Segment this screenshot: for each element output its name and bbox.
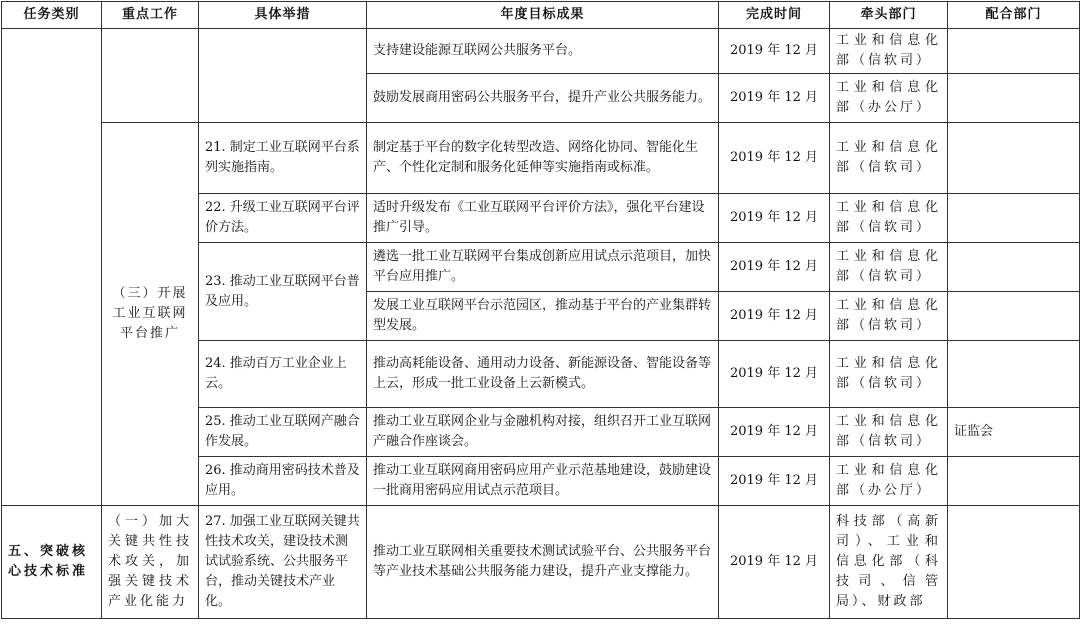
task-category-cell xyxy=(2,29,102,506)
support-department-cell xyxy=(948,243,1080,292)
measure-cell xyxy=(199,29,367,123)
support-department-cell xyxy=(948,292,1080,341)
lead-department-cell: 工业和信息化部（信软司） xyxy=(830,194,948,243)
measure-cell: 25. 推动工业互联网产融合作发展。 xyxy=(199,408,367,457)
table-row xyxy=(2,123,1080,194)
support-department-cell xyxy=(948,123,1080,194)
header-annual-target: 年度目标成果 xyxy=(367,2,719,29)
key-work-cell: （三）开展工业互联网平台推广 xyxy=(102,123,199,506)
lead-department-cell: 工业和信息化部（信软司） xyxy=(830,408,948,457)
measure-cell: 24. 推动百万工业企业上云。 xyxy=(199,341,367,408)
header-row xyxy=(2,2,1080,29)
support-department-cell xyxy=(948,29,1080,74)
time-cell: 2019 年 12 月 xyxy=(719,194,830,243)
measure-cell: 23. 推动工业互联网平台普及应用。 xyxy=(199,243,367,341)
lead-department-cell: 工业和信息化部（信软司） xyxy=(830,29,948,74)
support-department-cell xyxy=(948,74,1080,123)
measure-cell: 21. 制定工业互联网平台系列实施指南。 xyxy=(199,123,367,194)
target-cell: 鼓励发展商用密码公共服务平台，提升产业公共服务能力。 xyxy=(367,74,719,123)
target-cell: 推动工业互联网商用密码应用产业示范基地建设，鼓励建设一批商用密码应用试点示范项目。 xyxy=(367,457,719,506)
lead-department-cell: 工业和信息化部（信软司） xyxy=(830,243,948,292)
time-cell: 2019 年 12 月 xyxy=(719,123,830,194)
time-cell: 2019 年 12 月 xyxy=(719,29,830,74)
lead-department-cell: 工业和信息化部（办公厅） xyxy=(830,457,948,506)
target-cell: 推动工业互联网企业与金融机构对接，组织召开工业互联网产融合作座谈会。 xyxy=(367,408,719,457)
time-cell: 2019 年 12 月 xyxy=(719,457,830,506)
measure-cell: 22. 升级工业互联网平台评价方法。 xyxy=(199,194,367,243)
time-cell: 2019 年 12 月 xyxy=(719,292,830,341)
key-work-cell xyxy=(102,29,199,123)
header-key-work: 重点工作 xyxy=(102,2,199,29)
header-lead-department: 牵头部门 xyxy=(830,2,948,29)
header-completion-time: 完成时间 xyxy=(719,2,830,29)
table-row xyxy=(2,506,1080,619)
target-cell: 发展工业互联网平台示范园区，推动基于平台的产业集群转型发展。 xyxy=(367,292,719,341)
header-specific-measures: 具体举措 xyxy=(199,2,367,29)
measure-cell: 27. 加强工业互联网关键共性技术攻关，建设技术测试试验系统、公共服务平台，推动关键技术产业化。 xyxy=(199,506,367,619)
target-cell: 适时升级发布《工业互联网平台评价方法》，强化平台建设推广引导。 xyxy=(367,194,719,243)
time-cell: 2019 年 12 月 xyxy=(719,506,830,619)
key-work-cell: （一）加大关键共性技术攻关，加强关键技术产业化能力 xyxy=(102,506,199,619)
task-category-cell: 五、突破核心技术标准 xyxy=(2,506,102,619)
support-department-cell: 证监会 xyxy=(948,408,1080,457)
lead-department-cell: 工业和信息化部（信软司） xyxy=(830,292,948,341)
support-department-cell xyxy=(948,506,1080,619)
header-supporting-department: 配合部门 xyxy=(948,2,1080,29)
work-plan-table xyxy=(1,1,1080,619)
header-task-category: 任务类别 xyxy=(2,2,102,29)
lead-department-cell: 工业和信息化部（办公厅） xyxy=(830,74,948,123)
target-cell: 遴选一批工业互联网平台集成创新应用试点示范项目，加快平台应用推广。 xyxy=(367,243,719,292)
support-department-cell xyxy=(948,341,1080,408)
support-department-cell xyxy=(948,457,1080,506)
time-cell: 2019 年 12 月 xyxy=(719,243,830,292)
lead-department-cell: 工业和信息化部（信软司） xyxy=(830,341,948,408)
support-department-cell xyxy=(948,194,1080,243)
target-cell: 制定基于平台的数字化转型改造、网络化协同、智能化生产、个性化定制和服务化延伸等实施指南或标准。 xyxy=(367,123,719,194)
lead-department-cell: 工业和信息化部（信软司） xyxy=(830,123,948,194)
lead-department-cell: 科技部（高新司）、工业和信息化部（科技司、信管局）、财政部 xyxy=(830,506,948,619)
time-cell: 2019 年 12 月 xyxy=(719,408,830,457)
table-row xyxy=(2,29,1080,74)
time-cell: 2019 年 12 月 xyxy=(719,74,830,123)
time-cell: 2019 年 12 月 xyxy=(719,341,830,408)
measure-cell: 26. 推动商用密码技术普及应用。 xyxy=(199,457,367,506)
target-cell: 推动工业互联网相关重要技术测试试验平台、公共服务平台等产业技术基础公共服务能力建设，提升产业支撑能力。 xyxy=(367,506,719,619)
target-cell: 支持建设能源互联网公共服务平台。 xyxy=(367,29,719,74)
target-cell: 推动高耗能设备、通用动力设备、新能源设备、智能设备等上云，形成一批工业设备上云新模式。 xyxy=(367,341,719,408)
